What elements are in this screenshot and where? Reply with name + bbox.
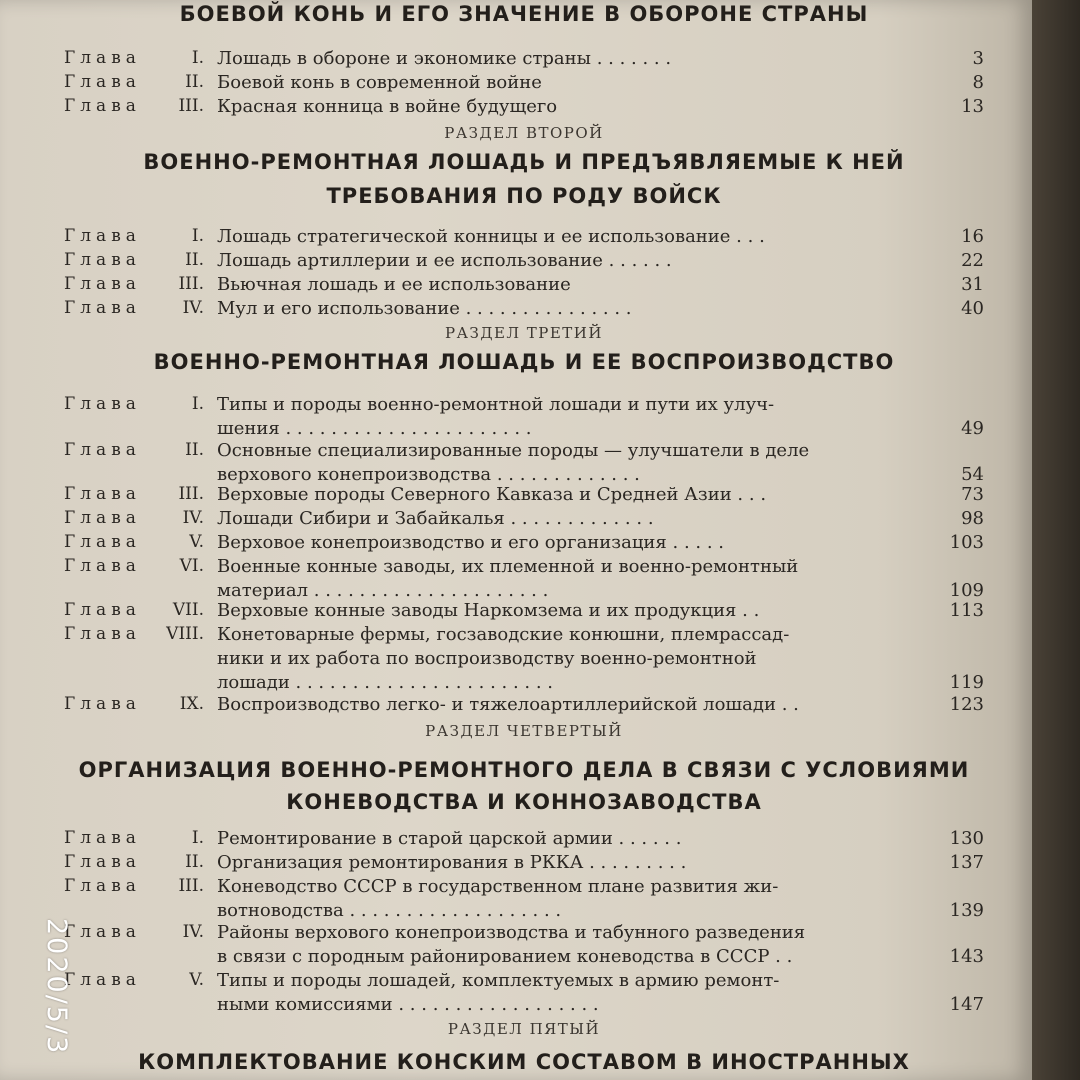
page-number: 143 [949,946,984,967]
section-title: БОЕВОЙ КОНЬ И ЕГО ЗНАЧЕНИЕ В ОБОРОНЕ СТРАНЫ [179,2,869,26]
chapter-title: Лошади Сибири и Забайкалья . . . . . . . . . . . . . [217,508,654,529]
page-number: 40 [961,298,984,319]
toc-entry[interactable] [64,946,984,970]
chapter-title: лошади . . . . . . . . . . . . . . . . . . . . . . . [217,672,554,693]
chapter-word: Глава [64,48,141,68]
chapter-title: Типы и породы военно-ремонтной лошади и пути их улуч- [217,394,775,415]
chapter-word: Глава [64,556,141,576]
chapter-number: II. [185,72,204,92]
page-number: 8 [972,72,984,93]
toc-entry[interactable] [64,48,984,72]
chapter-title: Лошадь в обороне и экономике страны . . . . . . . [217,48,672,69]
page-number: 3 [972,48,984,69]
chapter-word: Глава [64,72,141,92]
toc-entry[interactable] [64,508,984,532]
chapter-number: IX. [179,694,204,714]
page-number: 130 [949,828,984,849]
chapter-word: Глава [64,828,141,848]
section-title: ТРЕБОВАНИЯ ПО РОДУ ВОЙСК [326,184,722,208]
chapter-number: III. [178,274,204,294]
toc-entry[interactable] [64,394,984,418]
toc-entry[interactable] [64,556,984,580]
toc-entry[interactable] [64,298,984,322]
toc-entry[interactable] [64,994,984,1018]
chapter-word: Глава [64,250,141,270]
chapter-word: Глава [64,694,141,714]
chapter-number: III. [178,876,204,896]
chapter-title: ными комиссиями . . . . . . . . . . . . . . . . . . [217,994,599,1015]
toc-entry[interactable] [64,226,984,250]
chapter-title: Воспроизводство легко- и тяжелоартиллерийской лошади . . [217,694,799,715]
chapter-word: Глава [64,394,141,414]
chapter-title: шения . . . . . . . . . . . . . . . . . . . . . . [217,418,532,439]
toc-entry[interactable] [64,828,984,852]
chapter-word: Глава [64,508,141,528]
page-number: 49 [961,418,984,439]
page-number: 22 [961,250,984,271]
page-number: 54 [961,464,984,485]
toc-entry[interactable] [64,672,984,696]
chapter-number: IV. [182,922,204,942]
page-number: 13 [961,96,984,117]
chapter-title: в связи с породным районированием коневодства в СССР . . [217,946,793,967]
chapter-title: ники и их работа по воспроизводству военно-ремонтной [217,648,757,669]
page-number: 113 [949,600,984,621]
chapter-number: III. [178,484,204,504]
chapter-number: I. [191,48,204,68]
chapter-word: Глава [64,852,141,872]
chapter-title: Типы и породы лошадей, комплектуемых в армию ремонт- [217,970,780,991]
toc-entry[interactable] [64,600,984,624]
section-label: РАЗДЕЛ ВТОРОЙ [444,124,604,142]
chapter-title: Коневодство СССР в государственном плане развития жи- [217,876,779,897]
toc-entry[interactable] [64,72,984,96]
chapter-number: V. [189,532,204,552]
chapter-number: IV. [182,508,204,528]
chapter-number: II. [185,852,204,872]
section-label: РАЗДЕЛ ЧЕТВЕРТЫЙ [425,722,623,740]
chapter-word: Глава [64,876,141,896]
section-title: КОМПЛЕКТОВАНИЕ КОНСКИМ СОСТАВОМ В ИНОСТРАННЫХ [138,1050,910,1074]
chapter-word: Глава [64,484,141,504]
chapter-title: Организация ремонтирования в РККА . . . . . . . . . [217,852,687,873]
chapter-number: III. [178,96,204,116]
chapter-title: Районы верхового конепроизводства и табунного разведения [217,922,806,943]
chapter-title: Верховые конные заводы Наркомзема и их продукция . . [217,600,760,621]
date-watermark: 2020/5/3 [41,918,72,1056]
chapter-number: V. [189,970,204,990]
chapter-title: вотноводства . . . . . . . . . . . . . . . . . . . [217,900,562,921]
page-number: 103 [949,532,984,553]
chapter-title: Лошадь артиллерии и ее использование . . . . . . [217,250,672,271]
chapter-title: Боевой конь в современной войне [217,72,542,93]
section-title: КОНЕВОДСТВА И КОННОЗАВОДСТВА [286,790,762,814]
toc-entry[interactable] [64,274,984,298]
chapter-word: Глава [64,970,141,990]
page-number: 73 [961,484,984,505]
page-number: 147 [949,994,984,1015]
section-title: ОРГАНИЗАЦИЯ ВОЕННО-РЕМОНТНОГО ДЕЛА В СВЯЗИ С УСЛОВИЯМИ [78,758,970,782]
page-number: 123 [949,694,984,715]
page-number: 98 [961,508,984,529]
chapter-number: I. [191,394,204,414]
chapter-number: VII. [172,600,204,620]
toc-entry[interactable] [64,418,984,442]
chapter-word: Глава [64,440,141,460]
chapter-word: Глава [64,96,141,116]
toc-entry[interactable] [64,922,984,946]
page-number: 119 [949,672,984,693]
chapter-title: Военные конные заводы, их племенной и военно-ремонтный [217,556,799,577]
chapter-word: Глава [64,922,141,942]
page-number: 139 [949,900,984,921]
chapter-title: Мул и его использование . . . . . . . . . . . . . . . [217,298,632,319]
toc-entry[interactable] [64,624,984,648]
chapter-word: Глава [64,624,141,644]
page-number: 137 [949,852,984,873]
toc-entry[interactable] [64,250,984,274]
toc-entry[interactable] [64,440,984,464]
toc-entry[interactable] [64,694,984,718]
chapter-word: Глава [64,226,141,246]
chapter-title: Лошадь стратегической конницы и ее использование . . . [217,226,765,247]
chapter-number: VI. [179,556,204,576]
chapter-title: Красная конница в войне будущего [217,96,558,117]
chapter-number: VIII. [166,624,204,644]
toc-entry[interactable] [64,532,984,556]
book-edge [1032,0,1080,1080]
chapter-title: материал . . . . . . . . . . . . . . . . . . . . . [217,580,549,601]
chapter-title: Конетоварные фермы, госзаводские конюшни, племрассад- [217,624,790,645]
chapter-title: Ремонтирование в старой царской армии . . . . . . [217,828,682,849]
chapter-title: Вьючная лошадь и ее использование [217,274,571,295]
section-title: ВОЕННО-РЕМОНТНАЯ ЛОШАДЬ И ПРЕДЪЯВЛЯЕМЫЕ К НЕЙ [143,150,905,174]
page-number: 31 [961,274,984,295]
toc-entry[interactable] [64,876,984,900]
toc-entry[interactable] [64,900,984,924]
chapter-word: Глава [64,532,141,552]
chapter-title: Основные специализированные породы — улучшатели в деле [217,440,810,461]
section-label: РАЗДЕЛ ПЯТЫЙ [447,1020,601,1038]
toc-entry[interactable] [64,648,984,672]
chapter-number: II. [185,250,204,270]
section-label: РАЗДЕЛ ТРЕТИЙ [445,324,603,342]
chapter-word: Глава [64,600,141,620]
toc-entry[interactable] [64,484,984,508]
toc-entry[interactable] [64,96,984,120]
chapter-number: IV. [182,298,204,318]
chapter-word: Глава [64,298,141,318]
chapter-number: II. [185,440,204,460]
page-number: 109 [949,580,984,601]
chapter-word: Глава [64,274,141,294]
chapter-title: Верховые породы Северного Кавказа и Средней Азии . . . [217,484,767,505]
toc-entry[interactable] [64,970,984,994]
page-number: 16 [961,226,984,247]
toc-entry[interactable] [64,852,984,876]
section-title: ВОЕННО-РЕМОНТНАЯ ЛОШАДЬ И ЕЕ ВОСПРОИЗВОДСТВО [153,350,895,374]
chapter-number: I. [191,226,204,246]
chapter-number: I. [191,828,204,848]
chapter-title: верхового конепроизводства . . . . . . . . . . . . . [217,464,640,485]
chapter-title: Верховое конепроизводство и его организация . . . . . [217,532,724,553]
